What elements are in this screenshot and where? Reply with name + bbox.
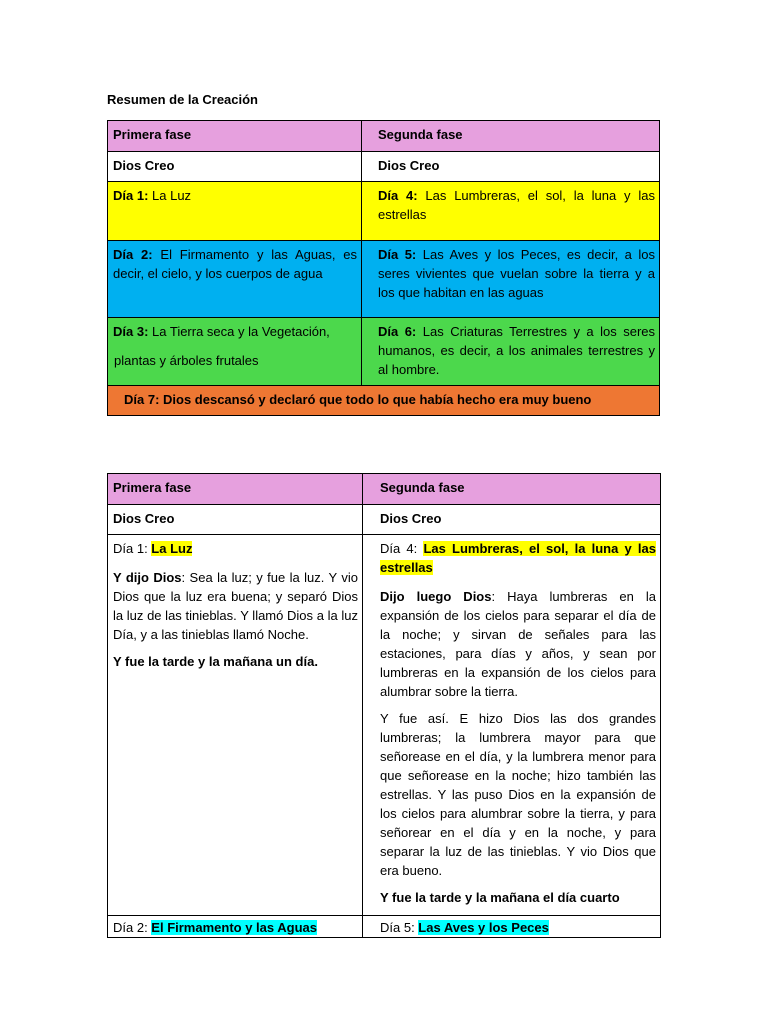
day1-cell (108, 182, 362, 241)
day-label: Día 6: (378, 324, 417, 339)
day-highlight: Las Lumbreras, el sol, la luna y las estrellas (380, 541, 657, 575)
day-highlight: El Firmamento y las Aguas (151, 920, 317, 935)
day-text: La Luz (148, 188, 192, 203)
day-text: Las Lumbreras, el sol, la luna y las estrellas (378, 188, 655, 222)
day-label: Día 1: (113, 541, 152, 556)
day-label: Día 3: (113, 324, 149, 339)
day-highlight: Las Aves y los Peces (418, 920, 549, 935)
day-text: Las Criaturas Terrestres y a los seres humanos, es decir, a los animales terrestres y al hombre. (378, 324, 656, 377)
day-label: Día 4: (378, 188, 418, 203)
header-cell-second-phase: Segunda fase (362, 121, 660, 152)
day-label: Día 5: (380, 920, 419, 935)
day4-cell (362, 182, 660, 241)
table-row (108, 505, 661, 535)
header-cell-first-phase: Primera fase (108, 474, 363, 505)
speaker-text: Y dijo Dios (113, 570, 182, 585)
day2-cell (108, 241, 362, 318)
day-label: Día 2: (113, 247, 153, 262)
creation-summary-table (107, 120, 660, 416)
day-text: El Firmamento y las Aguas, es decir, el cielo, y los cuerpos de agua (113, 247, 357, 281)
closing-text: Y fue la tarde y la mañana el día cuarto (380, 890, 620, 905)
day4-detail-cell (363, 535, 661, 916)
dios-creo-cell: Dios Creo (108, 505, 363, 535)
day7-cell: Día 7: Dios descansó y declaró que todo lo que había hecho era muy bueno (108, 386, 660, 416)
day2-detail-cell (108, 916, 363, 938)
day-highlight: La Luz (151, 541, 193, 556)
day-label: Día 5: (378, 247, 417, 262)
dios-creo-cell: Dios Creo (363, 505, 661, 535)
day6-cell (362, 318, 660, 386)
table-row (108, 916, 661, 938)
day-label: Día 1: (113, 188, 149, 203)
verse-text: : Haya lumbreras en la expansión de los cielos para separar el día de la noche; y sirvan de señales para las estaciones, para días y años, y sean por lumbreras en la expansión de los cielos para alumbrar sobre la tierra. (380, 589, 656, 699)
table-row (108, 152, 660, 182)
closing-text: Y fue la tarde y la mañana un día. (113, 654, 318, 669)
day3-cell (108, 318, 362, 386)
day-label: Día 4: (380, 541, 424, 556)
document-title: Resumen de la Creación (107, 92, 258, 107)
table-row (108, 474, 661, 505)
day-text: Las Aves y los Peces, es decir, a los seres vivientes que vuelan sobre la tierra y a los que habitan en las aguas (378, 247, 655, 300)
header-cell-second-phase: Segunda fase (363, 474, 661, 505)
day-label: Día 2: (113, 920, 152, 935)
verse-text: Y fue así. E hizo Dios las dos grandes lumbreras; la lumbrera mayor para que señorease en el día, y la lumbrera menor para que señorease en la noche; hizo también las estrellas. Y las puso Dios en la expansión de los cielos para alumbrar sobre la tierra, y para señorear en el día y en la noche, y para separar la luz de las tinieblas. Y vio Dios que era bueno. (380, 711, 656, 878)
day1-detail-cell (108, 535, 363, 916)
dios-creo-cell: Dios Creo (362, 152, 660, 182)
verse-text: : Sea la luz; y fue la luz. Y vio Dios que la luz era buena; y separó Dios la luz de las tinieblas. Y llamó Dios a la luz Día, y a las tinieblas llamó Noche. (113, 570, 359, 642)
table-row (108, 318, 660, 386)
table-row (108, 182, 660, 241)
day5-detail-cell (363, 916, 661, 938)
table-row (108, 121, 660, 152)
table-row (108, 535, 661, 916)
dios-creo-cell: Dios Creo (108, 152, 362, 182)
table-row (108, 386, 660, 416)
day5-cell (362, 241, 660, 318)
creation-detail-table (107, 473, 661, 938)
table-row (108, 241, 660, 318)
day-text-line2: plantas y árboles frutales (114, 353, 259, 368)
day-text: La Tierra seca y la Vegetación, (148, 324, 330, 339)
header-cell-first-phase: Primera fase (108, 121, 362, 152)
speaker-text: Dijo luego Dios (380, 589, 492, 604)
